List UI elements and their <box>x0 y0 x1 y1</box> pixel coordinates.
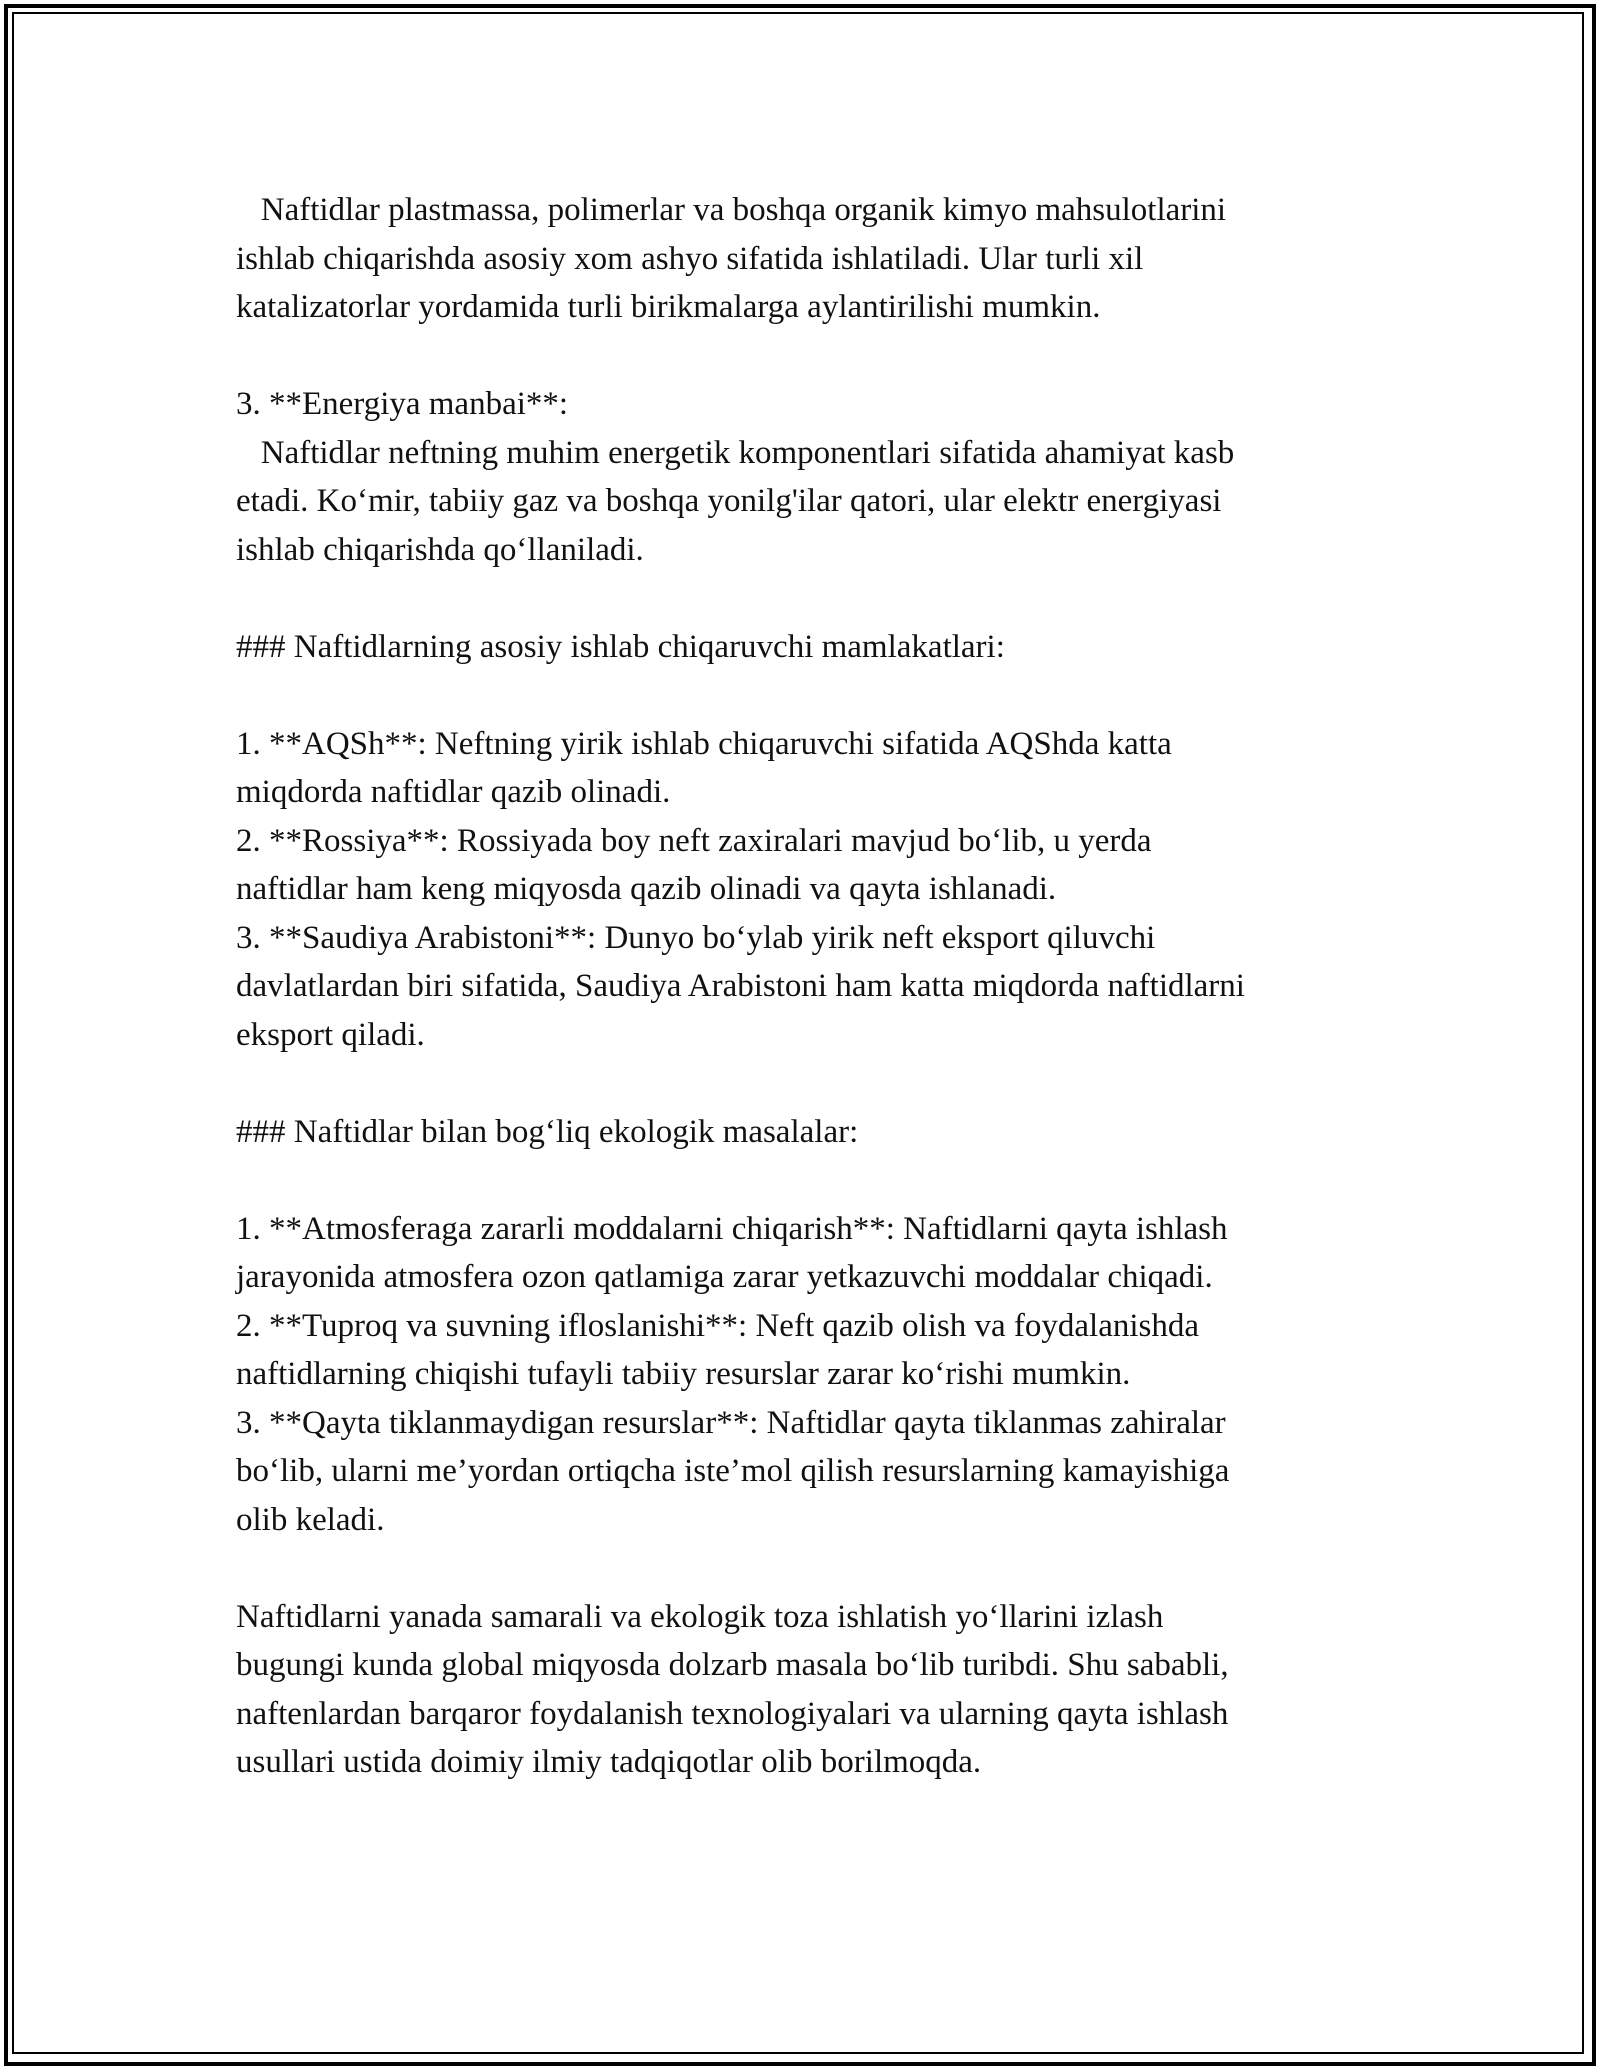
text-line: olib keladi. <box>236 1501 385 1538</box>
text-line: Naftidlar neftning muhim energetik komponentlari sifatida ahamiyat kasb <box>236 434 1235 471</box>
paragraph <box>236 380 1386 574</box>
text-line: davlatlardan biri sifatida, Saudiya Arabistoni ham katta miqdorda naftidlarni <box>236 968 1245 1004</box>
text-line: bo‘lib, ularni me’yordan ortiqcha iste’mol qilish resurslarning kamayishiga <box>236 1453 1230 1489</box>
paragraph <box>236 720 1386 1060</box>
text-line: naftidlarning chiqishi tufayli tabiiy resurslar zarar ko‘rishi mumkin. <box>236 1356 1131 1392</box>
blank-line <box>236 671 1386 720</box>
blank-line <box>236 1059 1386 1108</box>
text-line: 3. **Energiya manbai**: <box>236 386 569 422</box>
text-line: ### Naftidlarning asosiy ishlab chiqaruvchi mamlakatlari: <box>236 628 1005 665</box>
text-line: 1. **AQSh**: Neftning yirik ishlab chiqaruvchi sifatida AQShda katta <box>236 725 1172 762</box>
text-line: ishlab chiqarishda qo‘llaniladi. <box>236 531 644 568</box>
text-line: 2. **Rossiya**: Rossiyada boy neft zaxiralari mavjud bo‘lib, u yerda <box>236 822 1152 859</box>
text-line: miqdorda naftidlar qazib olinadi. <box>236 774 671 810</box>
text-line: naftenlardan barqaror foydalanish texnologiyalari va ularning qayta ishlash <box>236 1695 1229 1732</box>
text-line: naftidlar ham keng miqyosda qazib olinadi va qayta ishlanadi. <box>236 871 1057 907</box>
text-line: jarayonida atmosfera ozon qatlamiga zarar yetkazuvchi moddalar chiqadi. <box>236 1259 1213 1295</box>
document-body <box>236 186 1386 1787</box>
text-line: 3. **Saudiya Arabistoni**: Dunyo bo‘ylab yirik neft eksport qiluvchi <box>236 919 1156 956</box>
paragraph <box>236 1593 1386 1787</box>
text-line: bugungi kunda global miqyosda dolzarb masala bo‘lib turibdi. Shu sababli, <box>236 1647 1229 1683</box>
blank-line <box>236 574 1386 623</box>
text-line: katalizatorlar yordamida turli birikmalarga aylantirilishi mumkin. <box>236 289 1101 325</box>
text-line: eksport qiladi. <box>236 1016 425 1053</box>
text-line: ishlab chiqarishda asosiy xom ashyo sifatida ishlatiladi. Ular turli xil <box>236 240 1144 277</box>
paragraph <box>236 1108 1386 1157</box>
paragraph <box>236 186 1386 332</box>
text-line: etadi. Ko‘mir, tabiiy gaz va boshqa yonilg'ilar qatori, ular elektr energiyasi <box>236 483 1222 519</box>
blank-line <box>236 1156 1386 1205</box>
paragraph <box>236 1205 1386 1545</box>
text-line: Naftidlarni yanada samarali va ekologik toza ishlatish yo‘llarini izlash <box>236 1598 1164 1635</box>
text-line: 3. **Qayta tiklanmaydigan resurslar**: Naftidlar qayta tiklanmas zahiralar <box>236 1404 1226 1441</box>
paragraph <box>236 623 1386 672</box>
text-line: 1. **Atmosferaga zararli moddalarni chiqarish**: Naftidlarni qayta ishlash <box>236 1210 1228 1247</box>
text-line: ### Naftidlar bilan bog‘liq ekologik masalalar: <box>236 1113 859 1150</box>
text-line: 2. **Tuproq va suvning ifloslanishi**: Neft qazib olish va foydalanishda <box>236 1307 1200 1344</box>
text-line: Naftidlar plastmassa, polimerlar va boshqa organik kimyo mahsulotlarini <box>236 192 1227 228</box>
text-line: usullari ustida doimiy ilmiy tadqiqotlar olib borilmoqda. <box>236 1744 982 1780</box>
blank-line <box>236 332 1386 381</box>
blank-line <box>236 1544 1386 1593</box>
